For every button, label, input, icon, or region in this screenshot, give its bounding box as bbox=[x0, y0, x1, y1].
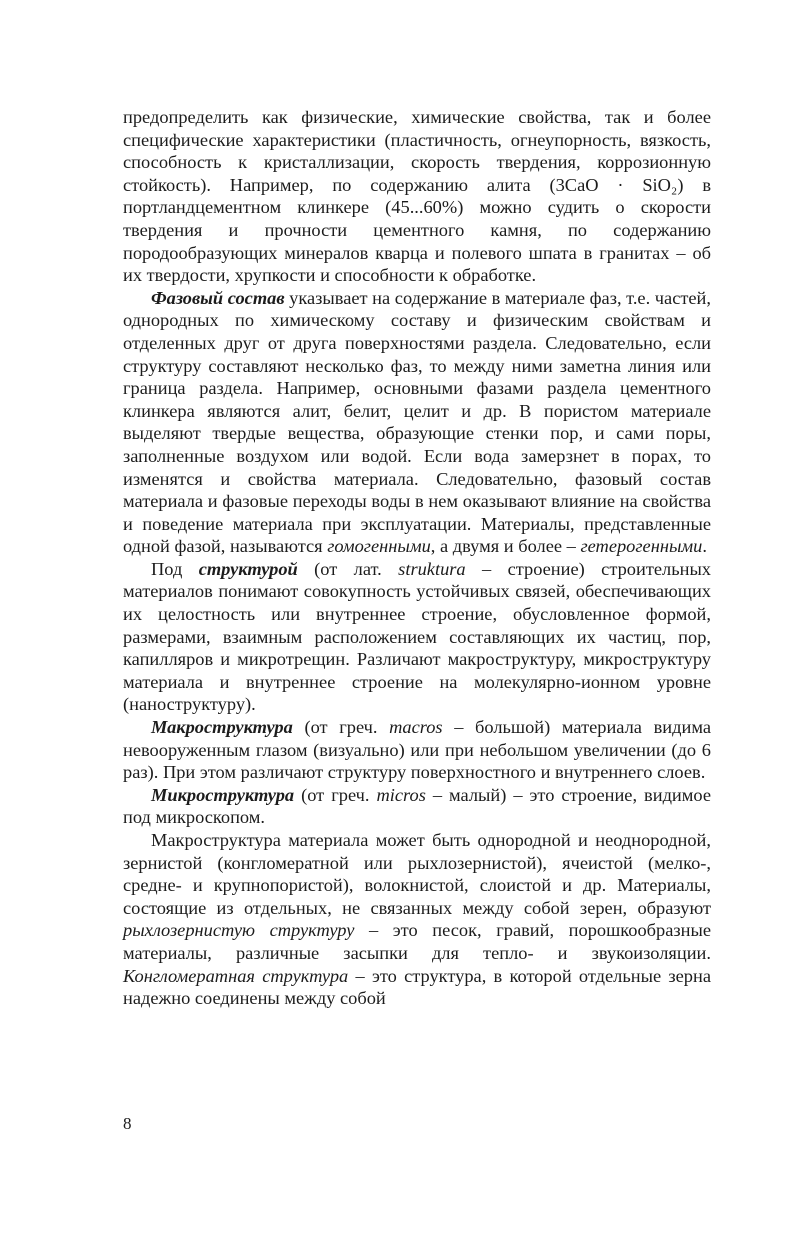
text-run: (от греч. bbox=[292, 717, 390, 738]
text-run: , а двумя и более – bbox=[430, 536, 581, 557]
text-run: указывает на содержание в материале фаз, т.е. частей, однородных по химическому составу и физическим свойствам и отделенных друг от друга поверхностями раздела. Следовательно, если структуру составляют несколько фаз, то между ними заметна линия или граница раздела. Например, основными фазами раздела цементного клинкера являются алит, белит, целит и др. В пористом материале выделяют твердые вещества, образующие стенки пор, и сами поры, заполненные воздухом или водой. Если вода замерзнет в порах, то изменятся и свойства материала. Следовательно, фазовый состав материала и фазовые переходы воды в нем оказывают влияние на свойства и поведение материала при эксплуатации. Материалы, представленные одной фазой, называются bbox=[123, 287, 711, 557]
text-run: Под bbox=[151, 558, 199, 579]
page-number: 8 bbox=[123, 1114, 132, 1133]
paragraph bbox=[123, 558, 711, 716]
paragraph bbox=[123, 829, 711, 1010]
emphasized-text-run: рыхлозернистую структуру bbox=[123, 920, 355, 941]
emphasized-text-run: гетерогенными bbox=[580, 536, 703, 557]
text-run: – строение) строительных материалов понимают совокупность устойчивых связей, обеспечивающих их целостность или внутреннее строение, обусловленное формой, размерами, взаимным расположением составляющих их частиц, пор, капилляров и микротрещин. Различают макроструктуру, микроструктуру материала и внутреннее строение на молекулярно-ионном уровне (наноструктуру). bbox=[123, 558, 711, 715]
emphasized-text-run: структурой bbox=[198, 558, 298, 579]
emphasized-text-run: Фазовый состав bbox=[151, 287, 285, 308]
text-run: предопределить как физические, химические свойства, так и более специфические характеристики (пластичность, огнеупорность, вязкость, способность к кристаллизации, скорость твердения, коррозионную стойкость). Например, по содержанию алита (3CaO · SiO₂) в портландцементном клинкере (45...60%) можно судить о скорости твердения и прочности цементного камня, по содержанию породообразующих минералов кварца и полевого шпата в гранитах – об их твердости, хрупкости и способности к обработке. bbox=[123, 107, 711, 286]
text-run: (от лат. bbox=[297, 558, 399, 579]
paragraph bbox=[123, 287, 711, 558]
text-run: . bbox=[702, 536, 707, 557]
text-run: – малый) – это строение, видимое под микроскопом. bbox=[123, 784, 711, 828]
text-run: – это структура, в которой отдельные зерна надежно соединены между собой bbox=[123, 965, 711, 1009]
emphasized-text-run: Конгломератная структура bbox=[123, 965, 349, 986]
paragraph bbox=[123, 716, 711, 784]
emphasized-text-run: гомогенными bbox=[327, 536, 431, 557]
body-text bbox=[123, 106, 711, 1010]
paragraph bbox=[123, 106, 711, 287]
emphasized-text-run: Макроструктура bbox=[151, 717, 293, 738]
text-run: – большой) материала видима невооруженным глазом (визуально) или при небольшом увеличении (до 6 раз). При этом различают структуру поверхностного и внутреннего слоев. bbox=[123, 717, 711, 783]
text-run: (от греч. bbox=[294, 784, 377, 805]
paragraph bbox=[123, 784, 711, 829]
emphasized-text-run: struktura bbox=[398, 558, 466, 579]
text-run: Макроструктура материала может быть однородной и неоднородной, зернистой (конгломератной или рыхлозернистой), ячеистой (мелко-, средне- и крупнопористой), волокнистой, слоистой и др. Материалы, состоящие из отдельных, не связанных между собой зерен, образуют bbox=[123, 830, 711, 918]
emphasized-text-run: macros bbox=[389, 717, 443, 738]
text-run: – это песок, гравий, порошкообразные материалы, различные засыпки для тепло- и звукоизоляции. bbox=[123, 920, 711, 963]
emphasized-text-run: micros bbox=[376, 784, 426, 805]
emphasized-text-run: Микроструктура bbox=[151, 784, 295, 805]
